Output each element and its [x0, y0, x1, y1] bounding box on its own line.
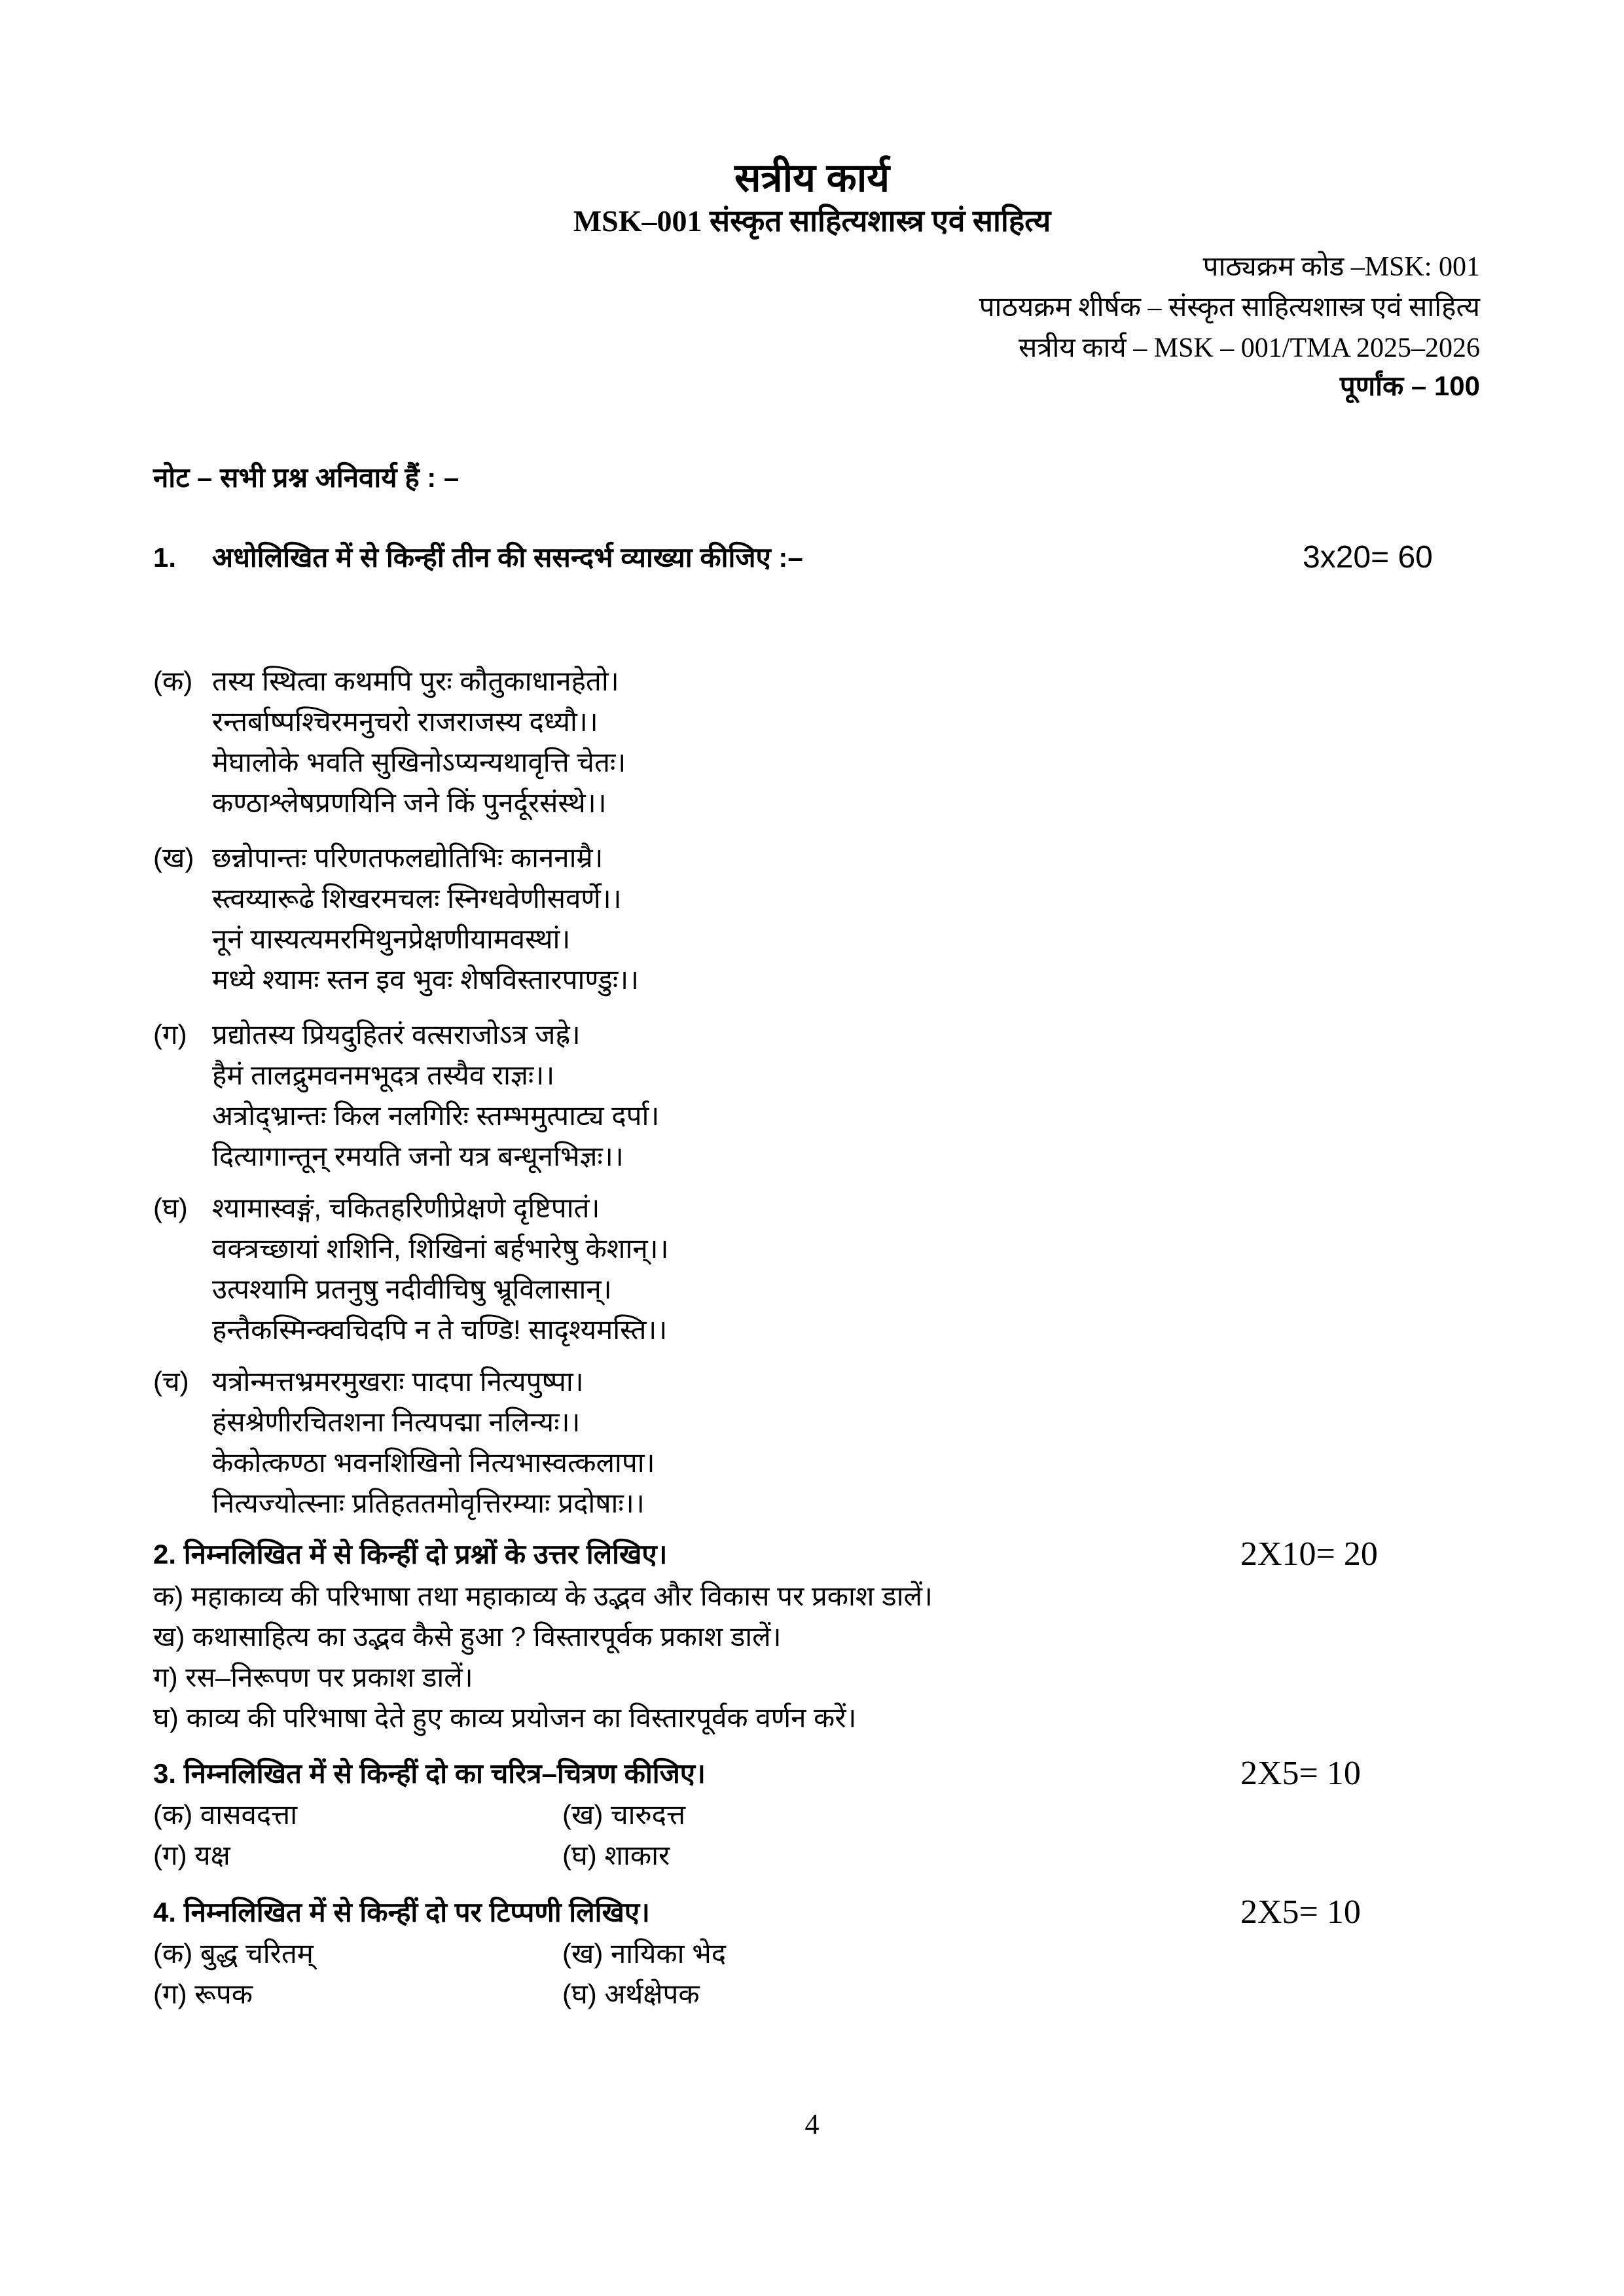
option-item: (ख) नायिका भेद	[562, 1938, 727, 1969]
verse-line: मध्ये श्यामः स्तन इव भुवः शेषविस्तारपाण्डुः।।	[212, 964, 640, 995]
question-4-row	[153, 1933, 971, 1974]
question-number: 1.	[153, 542, 177, 573]
question-2-item: क) महाकाव्य की परिभाषा तथा महाकाव्य के उद्भव और विकास पर प्रकाश डालें।	[153, 1581, 933, 1611]
question-3-row	[153, 1795, 971, 1835]
question-4-marks: 2X5= 10	[1240, 1893, 1361, 1931]
question-text: निम्नलिखित में से किन्हीं दो का चरित्र–चित्रण कीजिए।	[183, 1758, 706, 1789]
verse-line: उत्पश्यामि प्रतनुषु नदीवीचिषु भ्रूविलासान्।	[212, 1274, 612, 1304]
verse-line: हन्तैकस्मिन्क्वचिदपि न ते चण्डि! सादृश्यमस्ति।।	[212, 1314, 668, 1345]
instructions-note: नोट – सभी प्रश्न अनिवार्य हैं : –	[153, 462, 460, 493]
verse-label: (घ)	[153, 1193, 188, 1223]
question-2-marks: 2X10= 20	[1240, 1535, 1378, 1573]
option-item: (घ) शाकार	[562, 1840, 670, 1871]
verse-line: अत्रोद्भ्रान्तः किल नलगिरिः स्तम्भमुत्पाट्य दर्पा।	[212, 1100, 660, 1131]
verse-cha	[153, 1361, 655, 1524]
question-text: निम्नलिखित में से किन्हीं दो पर टिप्पणी लिखिए।	[183, 1897, 650, 1928]
verse-line: (ख) छन्नोपान्तः परिणतफलद्योतिभिः काननाम्रै।	[153, 838, 639, 878]
question-1-heading	[153, 538, 803, 577]
verse-line: हंसश्रेणीरचितशना नित्यपद्मा नलिन्यः।।	[212, 1407, 581, 1437]
verse-gha	[153, 1188, 669, 1350]
verse-label: (च)	[153, 1366, 189, 1397]
verse-label: (ग)	[153, 1019, 187, 1050]
question-2-item: ख) कथासाहित्य का उद्भव कैसे हुआ ? विस्तारपूर्वक प्रकाश डालें।	[153, 1621, 782, 1652]
question-2-heading	[153, 1535, 667, 1574]
document-subtitle: MSK–001 संस्कृत साहित्यशास्त्र एवं साहित्य	[573, 204, 1051, 238]
question-number: 2.	[153, 1539, 177, 1570]
verse-line: कण्ठाश्लेषप्रणयिनि जने किं पुनर्दूरसंस्थे।।	[212, 787, 607, 818]
verse-line: (घ) श्यामास्वङ्गं, चकितहरिणीप्रेक्षणे दृष्टिपातं।	[153, 1188, 669, 1229]
option-item: (ग) रूपक	[153, 1979, 253, 2009]
assignment-code: सत्रीय कार्य – MSK – 001/TMA 2025–2026	[1018, 333, 1480, 363]
verse-line: (ग) प्रद्योतस्य प्रियदुहितरं वत्सराजोऽत्र जह्रे।	[153, 1014, 659, 1055]
question-2-item: घ) काव्य की परिभाषा देते हुए काव्य प्रयोजन का विस्तारपूर्वक वर्णन करें।	[153, 1702, 857, 1733]
verse-label: (क)	[153, 666, 193, 696]
course-code: पाठ्यक्रम कोड –MSK: 001	[1202, 252, 1480, 282]
verse-line: स्त्वय्यारूढे शिखरमचलः स्निग्धवेणीसवर्णे।।	[212, 883, 622, 914]
verse-line: (क) तस्य स्थित्वा कथमपि पुरः कौतुकाधानहेतो।	[153, 661, 626, 702]
option-item: (क) वासवदत्ता	[153, 1799, 298, 1830]
verse-line: नित्यज्योत्स्नाः प्रतिहततमोवृत्तिरम्याः प्रदोषाः।।	[212, 1488, 645, 1518]
option-item: (घ) अर्थक्षेपक	[562, 1979, 700, 2009]
page-number: 4	[804, 2108, 820, 2140]
verse-line: वक्त्रच्छायां शशिनि, शिखिनां बर्हभारेषु केशान्।।	[212, 1233, 669, 1264]
question-text: निम्नलिखित में से किन्हीं दो प्रश्नों के उत्तर लिखिए।	[183, 1539, 668, 1570]
option-item: (क) बुद्ध चरितम्	[153, 1938, 314, 1969]
question-4-row	[153, 1974, 971, 2015]
verse-label: (ख)	[153, 842, 194, 873]
verse-line: (च) यत्रोन्मत्तभ्रमरमुखराः पादपा नित्यपुष्पा।	[153, 1361, 655, 1402]
verse-line: रन्तर्बाष्पश्चिरमनुचरो राजराजस्य दध्यौ।।	[212, 706, 598, 737]
question-text: अधोलिखित में से किन्हीं तीन की ससन्दर्भ व्याख्या कीजिए :–	[212, 542, 803, 573]
question-number: 3.	[153, 1758, 177, 1789]
verse-line: हैमं तालद्रुमवनमभूदत्र तस्यैव राज्ञः।।	[212, 1060, 555, 1090]
verse-ga	[153, 1014, 659, 1177]
verse-line: दित्यागान्तून् रमयति जनो यत्र बन्धूनभिज्ञः।।	[212, 1141, 624, 1172]
question-3-heading	[153, 1754, 706, 1793]
document-title: सत्रीय कार्य	[734, 156, 890, 200]
option-item: (ग) यक्ष	[153, 1840, 230, 1871]
question-3-row	[153, 1835, 971, 1876]
question-3-marks: 2X5= 10	[1240, 1755, 1361, 1792]
max-marks: पूर्णांक – 100	[1339, 370, 1480, 401]
verse-kha	[153, 838, 639, 1000]
option-item: (ख) चारुदत्त	[562, 1799, 685, 1830]
course-title: पाठयक्रम शीर्षक – संस्कृत साहित्यशास्त्र एवं साहित्य	[979, 293, 1480, 323]
verse-ka	[153, 661, 626, 823]
verse-line: केकोत्कण्ठा भवनशिखिनो नित्यभास्वत्कलापा।	[212, 1447, 655, 1478]
verse-line: नूनं यास्यत्यमरमिथुनप्रेक्षणीयामवस्थां।	[212, 924, 571, 954]
question-1-marks: 3x20= 60	[1303, 540, 1433, 575]
verse-line: मेघालोके भवति सुखिनोऽप्यन्यथावृत्ति चेतः।	[212, 747, 626, 778]
question-4-heading	[153, 1893, 650, 1932]
question-number: 4.	[153, 1897, 177, 1928]
question-2-item: ग) रस–निरूपण पर प्रकाश डालें।	[153, 1662, 473, 1693]
